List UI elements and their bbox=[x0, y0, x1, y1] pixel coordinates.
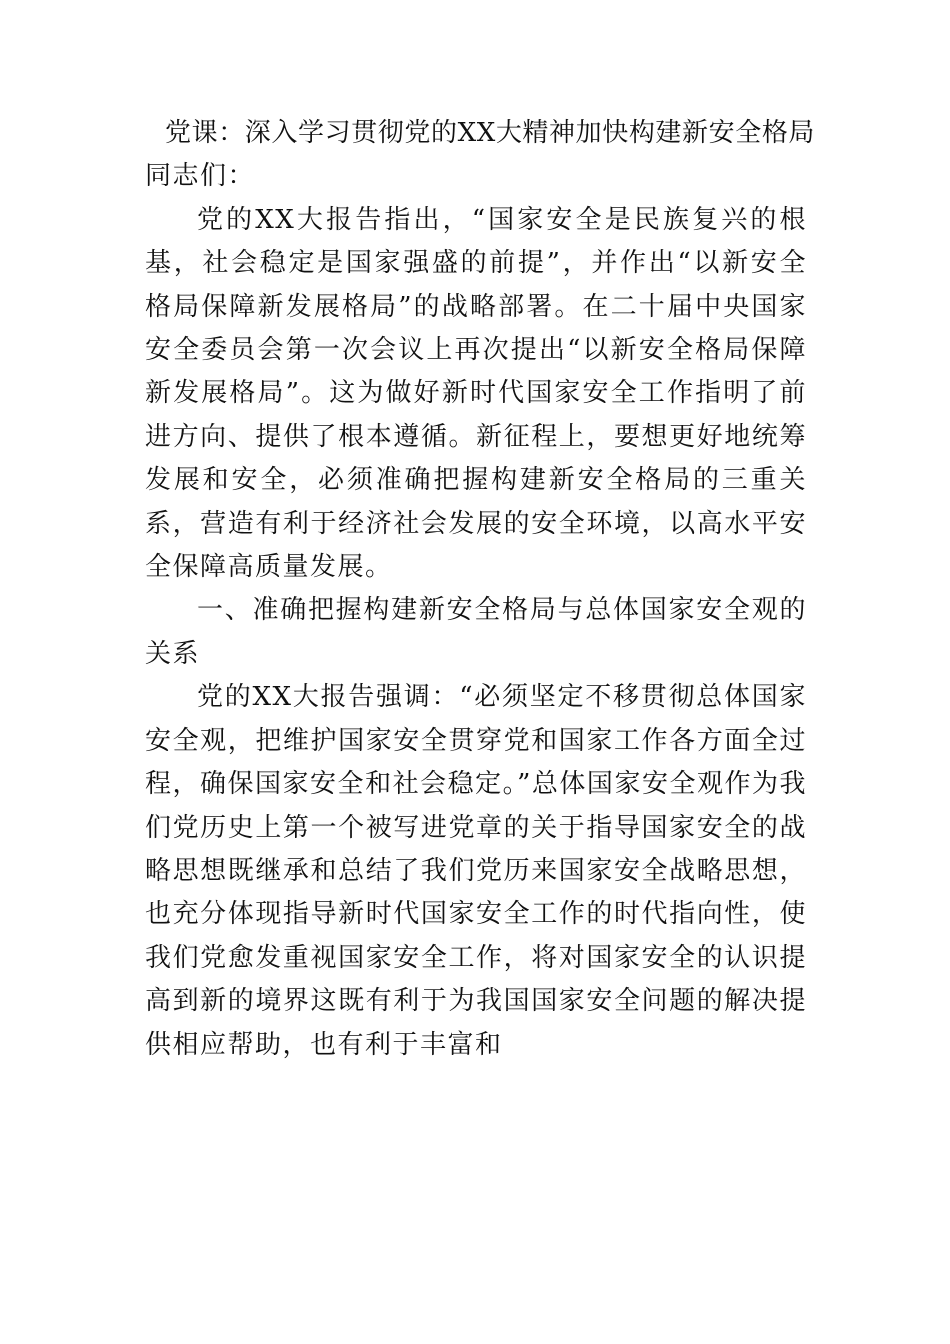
section-heading-1: 一、准确把握构建新安全格局与总体国家安全观的关系 bbox=[145, 595, 807, 669]
paragraph-intro: 党的XX大报告指出，“国家安全是民族复兴的根基，社会稳定是国家强盛的前提”，并作出“以新安全格局保障新发展格局”的战略部署。在二十届中央国家安全委员会第一次会议上再次提出“以新安全格局保障新发展格局”。这为做好新时代国家安全工作指明了前进方向、提供了根本遵循。新征程上，要想更好地统筹发展和安全，必须准确把握构建新安全格局的三重关系，营造有利于经济社会发展的安全环境，以高水平安全保障高质量发展。 bbox=[145, 204, 807, 583]
salutation: 同志们： bbox=[145, 161, 256, 192]
document-title: 党课：深入学习贯彻党的XX大精神加快构建新安全格局 bbox=[165, 118, 816, 148]
paragraph-section-1: 党的XX大报告强调：“必须坚定不移贯彻总体国家安全观，把维护国家安全贯穿党和国家工作各方面全过程，确保国家安全和社会稳定。”总体国家安全观作为我们党历史上第一个被写进党章的关于指导国家安全的战略思想既继承和总结了我们党历来国家安全战略思想，也充分体现指导新时代国家安全工作的时代指向性，使我们党愈发重视国家安全工作，将对国家安全的认识提高到新的境界这既有利于为我国国家安全问题的解决提供相应帮助，也有利于丰富和 bbox=[145, 682, 807, 1060]
document-body bbox=[145, 112, 816, 1067]
